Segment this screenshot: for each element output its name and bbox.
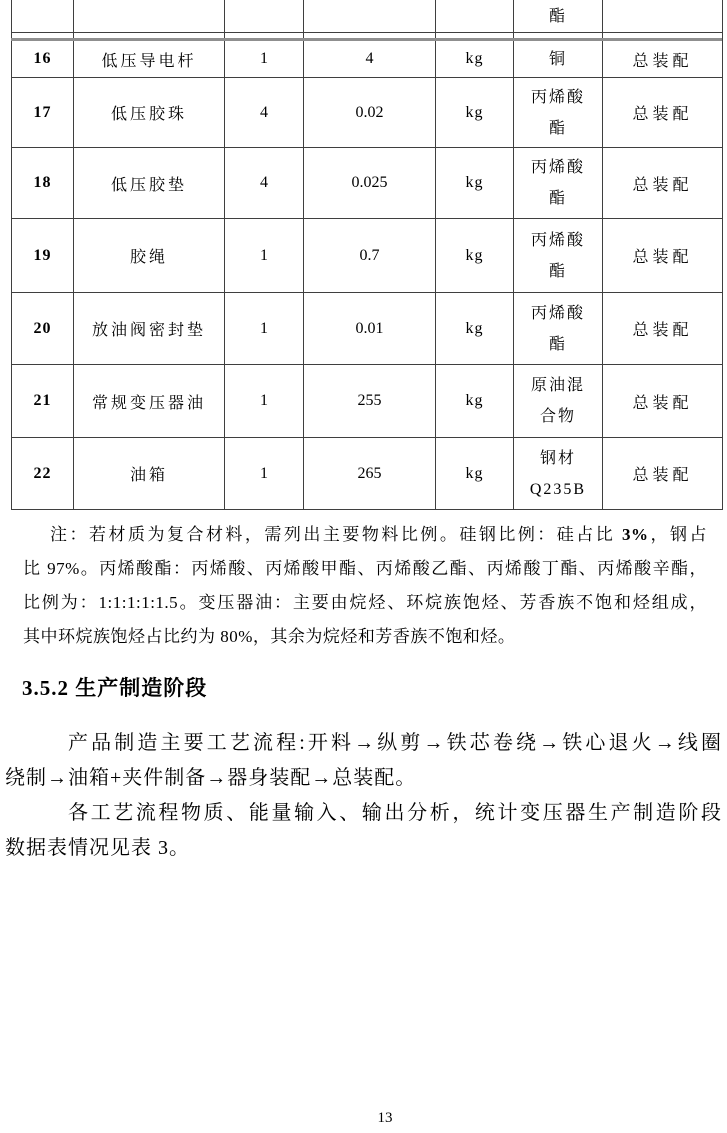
cell-weight: 0.7 [304,219,436,293]
cell-row-number: 22 [12,438,74,510]
table-row [12,365,723,438]
cell-part-name: 放油阀密封垫 [74,293,225,365]
materials-table [11,0,722,510]
table-note [23,518,707,654]
cell-part-name: 油箱 [74,438,225,510]
cell-quantity: 4 [225,148,304,219]
cell-unit: kg [436,78,514,148]
cell-quantity: 1 [225,293,304,365]
cell-quantity: 1 [225,438,304,510]
cell-part-name: 胶绳 [74,219,225,293]
cell-weight: 0.01 [304,293,436,365]
cell-assembly-stage: 总装配 [603,438,723,510]
cell-material: 丙烯酸酯 [514,148,603,219]
cell-unit [436,0,514,33]
cell-row-number [12,0,74,33]
cell-material: 丙烯酸酯 [514,293,603,365]
page-break-line [11,38,722,41]
cell-row-number: 16 [12,41,74,78]
table-row-carryover [12,0,723,33]
cell-part-name: 低压胶垫 [74,148,225,219]
note-line: 比 97%。丙烯酸酯：丙烯酸、丙烯酸甲酯、丙烯酸乙酯、丙烯酸丁酯、丙烯酸辛酯， [23,559,707,578]
cell-part-name: 低压胶珠 [74,78,225,148]
section-body [5,726,722,866]
cell-unit: kg [436,148,514,219]
bold-percentage: 3% [622,525,649,544]
cell-quantity [225,0,304,33]
cell-row-number: 17 [12,78,74,148]
cell-assembly-stage: 总装配 [603,41,723,78]
material-fragment: 酯 [548,7,567,25]
paragraph-line: 绕制→油箱+夹件制备→器身装配→总装配。 [5,767,417,789]
cell-quantity: 1 [225,365,304,438]
cell-weight: 0.02 [304,78,436,148]
cell-weight: 255 [304,365,436,438]
section-heading: 3.5.2 生产制造阶段 [22,676,208,700]
cell-assembly-stage [603,0,723,33]
cell-assembly-stage: 总装配 [603,293,723,365]
cell-material: 原油混合物 [514,365,603,438]
cell-row-number: 21 [12,365,74,438]
cell-unit: kg [436,365,514,438]
cell-weight: 4 [304,41,436,78]
cell-part-name [74,0,225,33]
cell-assembly-stage: 总装配 [603,78,723,148]
table-row [12,41,723,78]
table-row [12,293,723,365]
cell-part-name: 低压导电杆 [74,41,225,78]
cell-part-name: 常规变压器油 [74,365,225,438]
cell-unit: kg [436,438,514,510]
cell-weight [304,0,436,33]
cell-assembly-stage: 总装配 [603,148,723,219]
cell-material: 丙烯酸酯 [514,219,603,293]
cell-quantity: 1 [225,41,304,78]
cell-weight: 0.025 [304,148,436,219]
page-number: 13 [377,1110,393,1126]
cell-unit: kg [436,293,514,365]
cell-material: 钢材Q235B [514,438,603,510]
paragraph-line: 数据表情况见表 3。 [5,837,190,859]
table-row [12,438,723,510]
cell-row-number: 19 [12,219,74,293]
cell-assembly-stage: 总装配 [603,219,723,293]
table-row [12,78,723,148]
cell-material: 铜 [514,41,603,78]
note-line: 其中环烷族饱烃占比约为 80%，其余为烷烃和芳香族不饱和烃。 [23,627,516,646]
cell-material: 丙烯酸酯 [514,78,603,148]
cell-row-number: 18 [12,148,74,219]
note-line: 注：若材质为复合材料，需列出主要物料比例。硅钢比例：硅占比 3%，钢占 [50,525,708,544]
cell-assembly-stage: 总装配 [603,365,723,438]
table-row [12,219,723,293]
cell-row-number: 20 [12,293,74,365]
cell-unit: kg [436,219,514,293]
paragraph-line: 产品制造主要工艺流程:开料→纵剪→铁芯卷绕→铁心退火→线圈 [68,732,722,754]
cell-quantity: 1 [225,219,304,293]
paragraph-line: 各工艺流程物质、能量输入、输出分析，统计变压器生产制造阶段 [68,802,722,824]
cell-quantity: 4 [225,78,304,148]
note-line: 比例为：1:1:1:1:1.5。变压器油：主要由烷烃、环烷族饱烃、芳香族不饱和烃组成， [23,593,707,612]
cell-material [514,0,603,33]
cell-unit: kg [436,41,514,78]
table-row [12,148,723,219]
cell-weight: 265 [304,438,436,510]
